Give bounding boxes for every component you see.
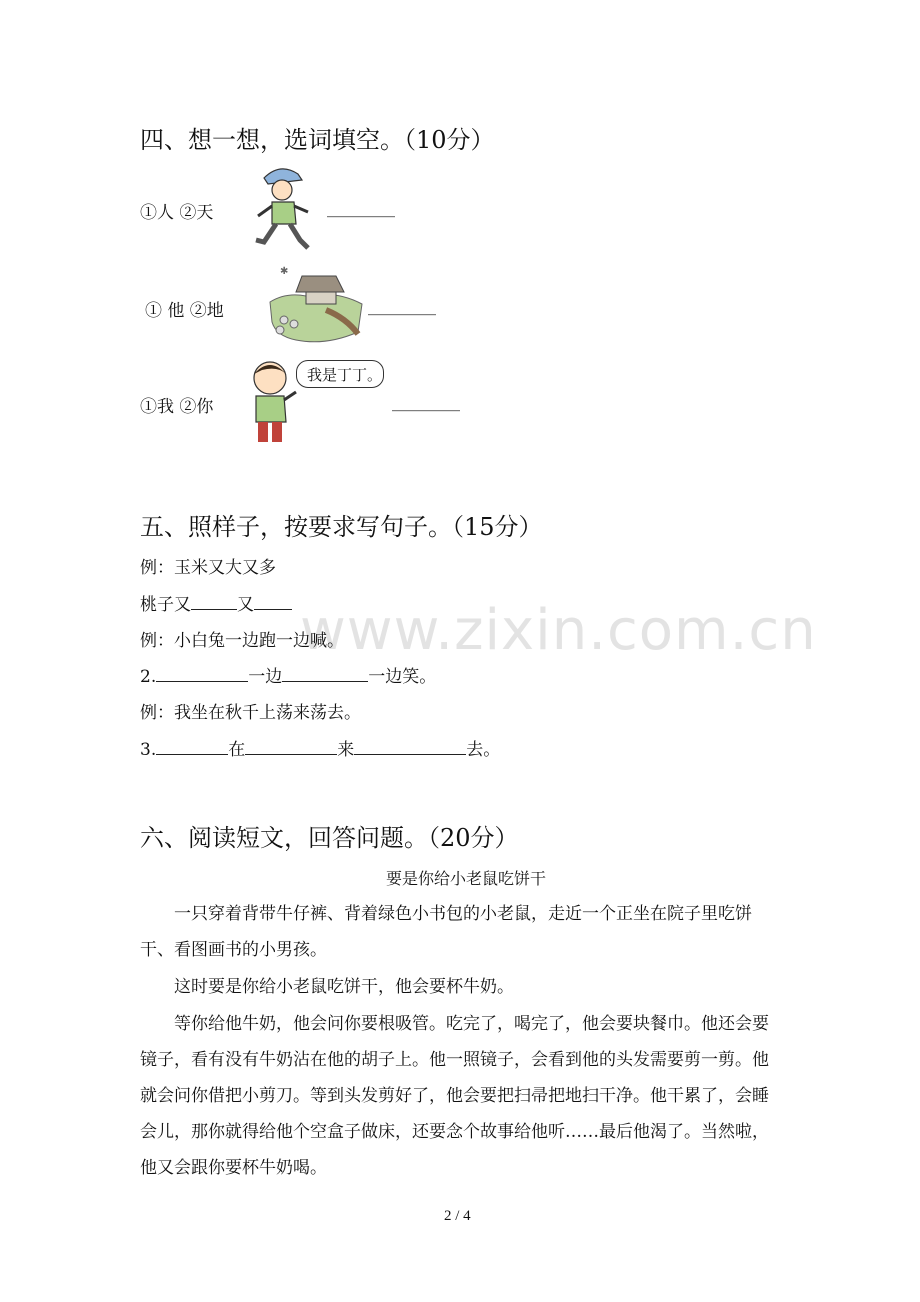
example-1: 例：玉米又大又多 (140, 558, 276, 578)
q3-blank-2[interactable] (245, 740, 337, 755)
item2-options: ① 他 ②地 (145, 301, 224, 321)
story-title: 要是你给小老鼠吃饼干 (386, 869, 547, 888)
running-child-icon (250, 162, 314, 252)
q1-part-a: 桃子又 (140, 595, 191, 615)
item3-blank[interactable]: ________ (392, 392, 460, 412)
landscape-icon (266, 262, 366, 348)
q3-part-c: 来 (337, 740, 355, 760)
story-paragraph-3: 等你给他牛奶，他会问你要根吸管。吃完了，喝完了，他会要块餐巾。他还会要镜子，看有没有牛奶沾在他的胡子上。他一照镜子，会看到他的头发需要剪一剪。他就会问你借把小剪刀。等到头发剪好了，他会要把扫帚把地扫干净。他干累了，会睡会儿，那你就得给他个空盒子做床，还要念个故事给他听……最后他渴了。当然啦，他又会跟你要杯牛奶喝。 (140, 1014, 769, 1178)
item3-options: ①我 ②你 (140, 397, 214, 417)
story-paragraph-1: 一只穿着背带牛仔裤、背着绿色小书包的小老鼠，走近一个正坐在院子里吃饼干、看图画书的小男孩。 (140, 904, 752, 960)
q3-part-b: 在 (228, 740, 246, 760)
q2-part-b: 一边 (248, 667, 283, 687)
q1-blank-1[interactable] (191, 595, 237, 610)
item1-blank[interactable]: ________ (327, 198, 395, 218)
watermark: www.zixin.com.cn (300, 598, 817, 663)
q3-part-a: 3. (140, 740, 157, 760)
story-paragraph-2: 这时要是你给小老鼠吃饼干，他会要杯牛奶。 (174, 977, 514, 997)
q2-part-a: 2. (140, 667, 157, 687)
svg-text:✱: ✱ (280, 266, 289, 277)
question-1 (140, 590, 292, 615)
q3-blank-3[interactable] (354, 740, 466, 755)
boy-icon (244, 356, 300, 448)
page-number: 2 / 4 (444, 1208, 471, 1224)
q2-blank-1[interactable] (156, 667, 248, 682)
question-3 (140, 735, 500, 760)
question-2 (140, 662, 436, 687)
speech-bubble (296, 360, 384, 388)
q2-blank-2[interactable] (282, 667, 368, 682)
q3-part-d: 去。 (466, 740, 501, 760)
example-2: 例：小白兔一边跑一边喊。 (140, 631, 344, 651)
q3-blank-1[interactable] (156, 740, 228, 755)
q1-blank-2[interactable] (254, 595, 292, 610)
q1-part-b: 又 (237, 595, 254, 615)
speech-bubble-text: 我是丁丁。 (307, 366, 383, 384)
item2-blank[interactable]: ________ (368, 296, 436, 316)
section5-heading: 五、照样子，按要求写句子。（15分） (140, 513, 543, 541)
example-3: 例：我坐在秋千上荡来荡去。 (140, 703, 361, 723)
section6-heading: 六、阅读短文，回答问题。（20分） (140, 824, 519, 852)
section4-heading: 四、想一想，选词填空。（10分） (140, 126, 495, 154)
item1-options: ①人 ②天 (140, 203, 214, 223)
q2-part-c: 一边笑。 (368, 667, 437, 687)
